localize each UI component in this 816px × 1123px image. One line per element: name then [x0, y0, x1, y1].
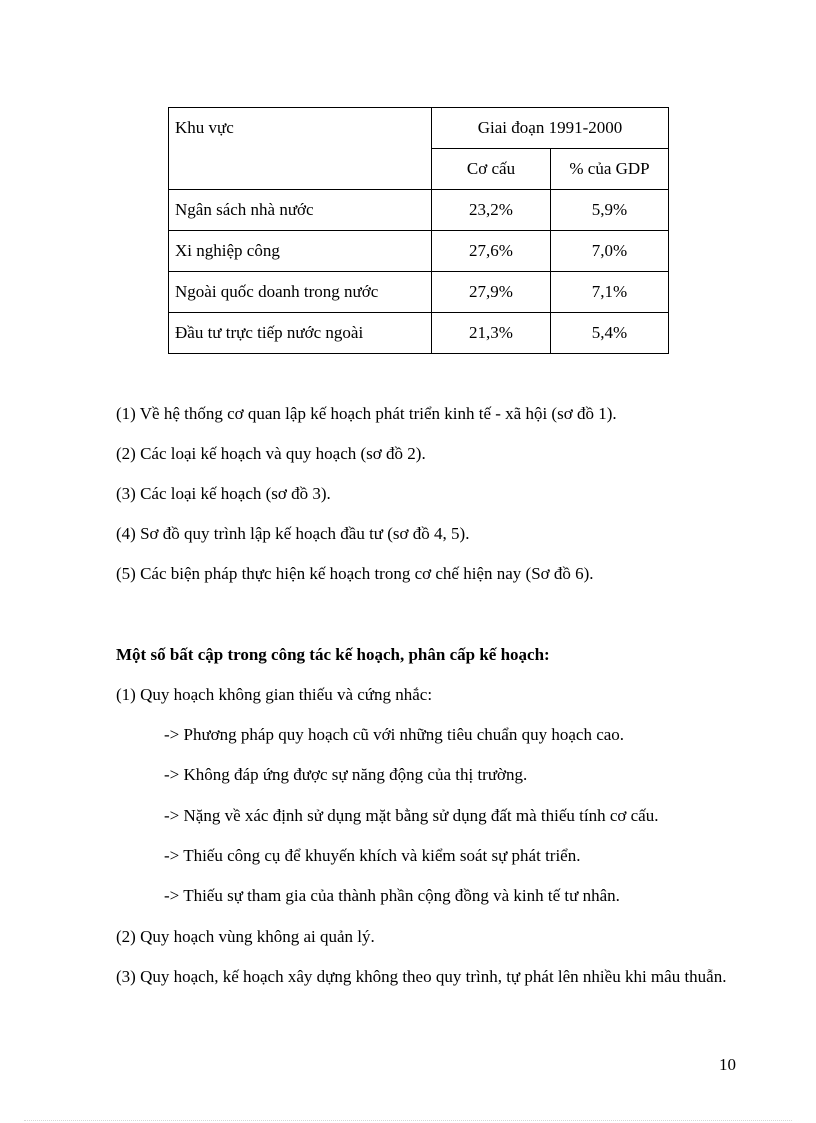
row-name: Ngoài quốc doanh trong nước [169, 272, 432, 313]
section-title: Một số bất cập trong công tác kế hoạch, phân cấp kế hoạch: [116, 645, 550, 664]
row-structure: 27,6% [432, 231, 551, 272]
row-structure: 27,9% [432, 272, 551, 313]
issue-item: (1) Quy hoạch không gian thiếu và cứng nhắc: [116, 685, 433, 704]
row-name: Ngân sách nhà nước [169, 190, 432, 231]
header-period: Giai đoạn 1991-2000 [432, 108, 669, 149]
header-gdp: % của GDP [551, 149, 669, 190]
issue-item: (3) Quy hoạch, kế hoạch xây dựng không theo quy trình, tự phát lên nhiều khi mâu thuẫn. [116, 967, 727, 986]
row-name: Đầu tư trực tiếp nước ngoài [169, 313, 432, 354]
row-structure: 21,3% [432, 313, 551, 354]
table-row [169, 190, 669, 231]
sub-item: -> Không đáp ứng được sự năng động của thị trường. [164, 765, 528, 784]
table-row [169, 231, 669, 272]
issue-item: (2) Quy hoạch vùng không ai quản lý. [116, 927, 375, 946]
sub-item: -> Phương pháp quy hoạch cũ với những tiêu chuẩn quy hoạch cao. [164, 725, 625, 744]
table-row [169, 272, 669, 313]
row-gdp: 5,9% [551, 190, 669, 231]
row-gdp: 5,4% [551, 313, 669, 354]
list-item: (5) Các biện pháp thực hiện kế hoạch trong cơ chế hiện nay (Sơ đồ 6). [116, 564, 594, 583]
table-header-row [169, 108, 669, 149]
header-region: Khu vực [169, 108, 432, 190]
row-name: Xi nghiệp công [169, 231, 432, 272]
row-structure: 23,2% [432, 190, 551, 231]
sub-item: -> Thiếu sự tham gia của thành phần cộng đồng và kinh tế tư nhân. [164, 886, 620, 905]
list-item: (3) Các loại kế hoạch (sơ đồ 3). [116, 484, 331, 503]
sub-item: -> Nặng về xác định sử dụng mặt bằng sử dụng đất mà thiếu tính cơ cấu. [164, 806, 659, 825]
footer-divider [24, 1120, 792, 1121]
row-gdp: 7,0% [551, 231, 669, 272]
page-number: 10 [719, 1055, 736, 1074]
header-structure: Cơ cấu [432, 149, 551, 190]
row-gdp: 7,1% [551, 272, 669, 313]
table-row [169, 313, 669, 354]
investment-structure-table [168, 107, 669, 354]
list-item: (2) Các loại kế hoạch và quy hoạch (sơ đồ 2). [116, 444, 426, 463]
list-item: (4) Sơ đồ quy trình lập kế hoạch đầu tư (sơ đồ 4, 5). [116, 524, 470, 543]
list-item: (1) Về hệ thống cơ quan lập kế hoạch phát triển kinh tế - xã hội (sơ đồ 1). [116, 404, 617, 423]
sub-item: -> Thiếu công cụ để khuyến khích và kiểm soát sự phát triển. [164, 846, 581, 865]
